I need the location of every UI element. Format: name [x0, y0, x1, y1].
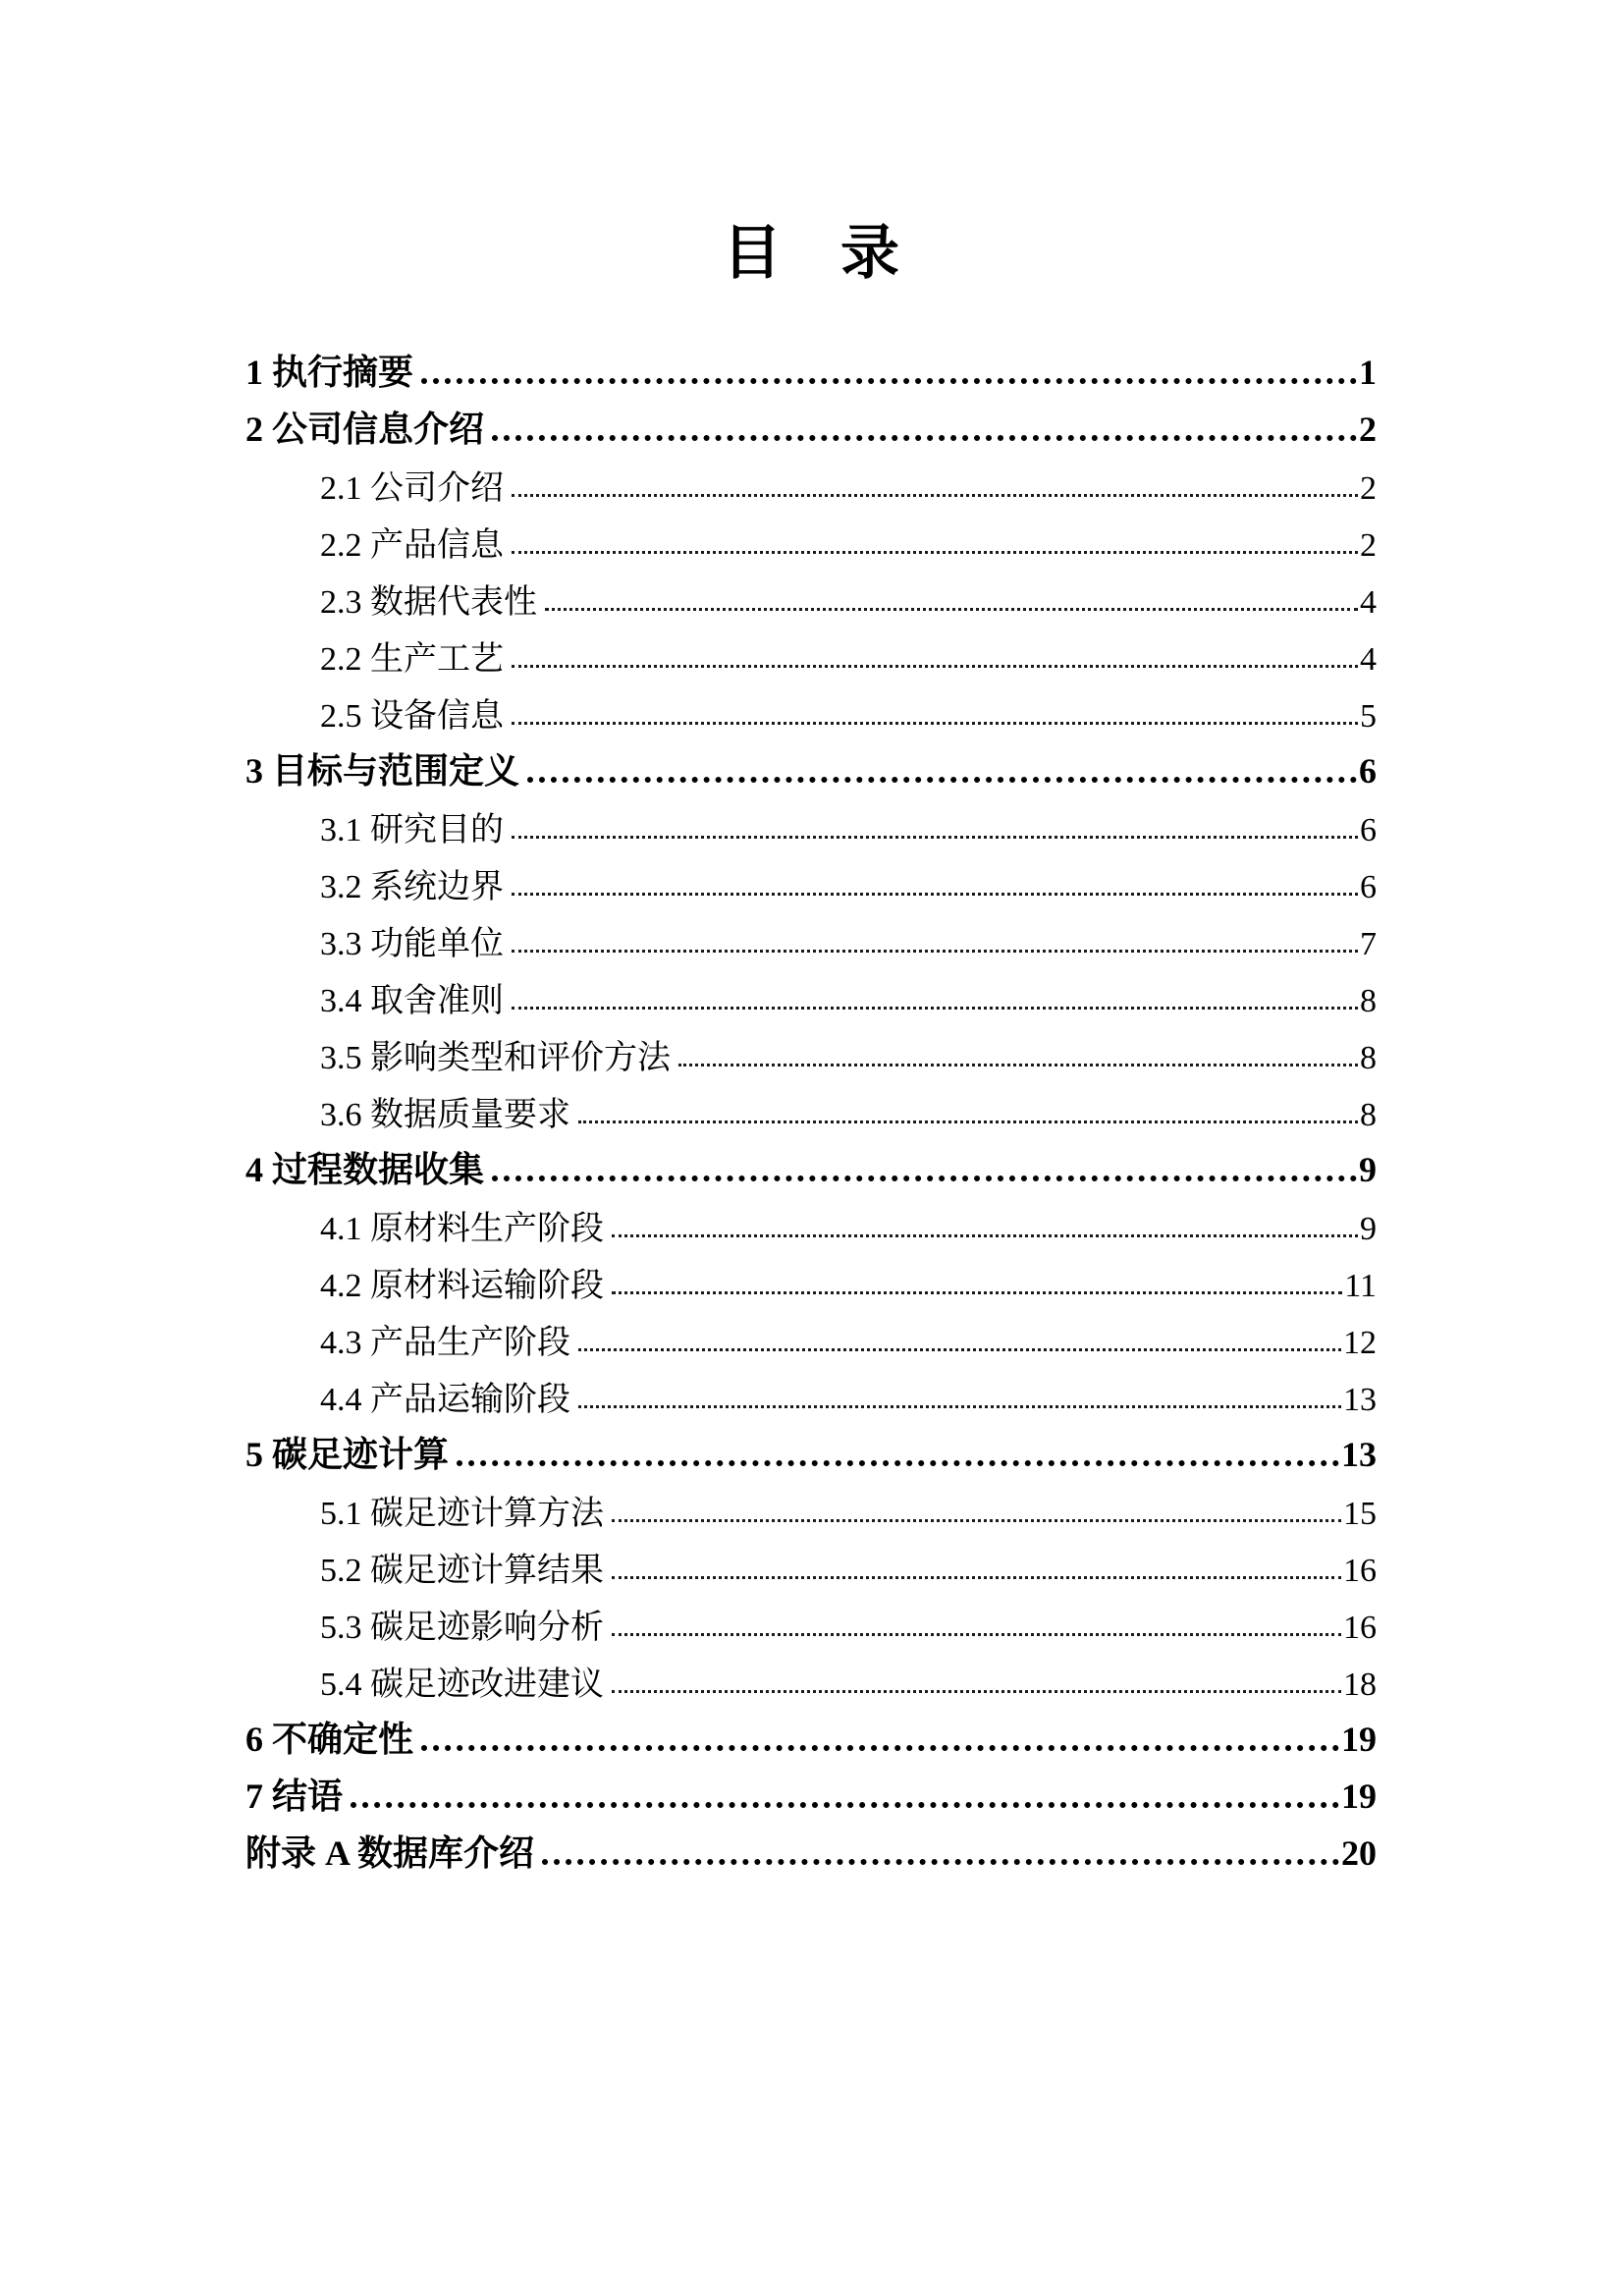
toc-entry-label: 1 执行摘要: [245, 353, 414, 393]
toc-entry: [245, 1304, 1377, 1361]
toc-entry-page: 8: [1360, 1039, 1377, 1076]
toc-entry: [245, 621, 1377, 678]
toc-entry: [245, 1019, 1377, 1076]
toc-content: [245, 218, 1377, 1874]
toc-entry: [245, 450, 1377, 507]
toc-entry-label: 5 碳足迹计算: [245, 1435, 450, 1475]
toc-dot-leader: [527, 777, 1357, 783]
toc-entry-page: 20: [1341, 1833, 1377, 1874]
toc-entry-page: 19: [1341, 1720, 1377, 1760]
toc-entry-page: 2: [1360, 469, 1377, 507]
toc-entry: [245, 1361, 1377, 1418]
toc-dot-leader: [512, 722, 1358, 725]
toc-entry-label: 5.2 碳足迹计算结果: [320, 1552, 604, 1589]
toc-entry-label: 5.1 碳足迹计算方法: [320, 1495, 604, 1532]
toc-entry: [245, 1133, 1377, 1190]
toc-entry: [245, 336, 1377, 393]
toc-entry-page: 4: [1360, 640, 1377, 678]
toc-entry-label: 3.6 数据质量要求: [320, 1096, 570, 1133]
toc-entry-page: 13: [1341, 1435, 1377, 1475]
toc-entry-label: 2.1 公司介绍: [320, 469, 504, 507]
toc-dot-leader: [492, 1175, 1357, 1181]
toc-entry: [245, 1247, 1377, 1304]
toc-dot-leader: [512, 950, 1358, 953]
toc-entry: [245, 507, 1377, 564]
toc-entry-label: 3.1 研究目的: [320, 811, 504, 848]
toc-entry: [245, 393, 1377, 450]
toc-entry: [245, 848, 1377, 905]
toc-dot-leader: [612, 1633, 1341, 1636]
toc-entry: [245, 962, 1377, 1019]
toc-entry-label: 2.2 生产工艺: [320, 640, 504, 678]
toc-entry: [245, 1475, 1377, 1532]
toc-entry-label: 4.1 原材料生产阶段: [320, 1210, 604, 1247]
toc-entry-page: 8: [1360, 1096, 1377, 1133]
toc-entry-page: 15: [1343, 1495, 1377, 1532]
toc-dot-leader: [612, 1576, 1341, 1579]
toc-entry-label: 3.4 取舍准则: [320, 982, 504, 1019]
toc-entry-label: 4.2 原材料运输阶段: [320, 1267, 604, 1304]
toc-dot-leader: [542, 1859, 1339, 1865]
toc-entry-label: 6 不确定性: [245, 1720, 414, 1760]
toc-dot-leader: [351, 1802, 1339, 1808]
toc-entry-page: 2: [1359, 410, 1377, 450]
toc-dot-leader: [678, 1064, 1358, 1066]
toc-entry-label: 3.2 系统边界: [320, 868, 504, 905]
toc-dot-leader: [612, 1291, 1342, 1294]
toc-list: [245, 336, 1377, 1874]
toc-entry-page: 6: [1359, 751, 1377, 792]
toc-entry-label: 2.2 产品信息: [320, 526, 504, 564]
toc-entry-label: 4 过程数据收集: [245, 1150, 485, 1190]
toc-entry-label: 2.3 数据代表性: [320, 583, 537, 621]
toc-entry-page: 13: [1343, 1381, 1377, 1418]
toc-entry-label: 4.3 产品生产阶段: [320, 1324, 570, 1361]
toc-entry-label: 7 结语: [245, 1777, 344, 1817]
toc-entry-page: 6: [1360, 868, 1377, 905]
toc-entry: [245, 1817, 1377, 1874]
toc-entry: [245, 792, 1377, 848]
toc-entry: [245, 1646, 1377, 1703]
toc-entry: [245, 1190, 1377, 1247]
toc-entry-page: 9: [1360, 1210, 1377, 1247]
toc-dot-leader: [512, 836, 1358, 839]
toc-entry-page: 18: [1343, 1666, 1377, 1703]
toc-entry-page: 1: [1359, 353, 1377, 393]
toc-dot-leader: [421, 1745, 1339, 1751]
toc-entry-label: 3 目标与范围定义: [245, 751, 520, 792]
toc-entry-page: 16: [1343, 1609, 1377, 1646]
toc-entry: [245, 564, 1377, 621]
toc-entry-page: 6: [1360, 811, 1377, 848]
toc-dot-leader: [612, 1234, 1358, 1237]
toc-dot-leader: [612, 1519, 1341, 1522]
toc-entry: [245, 735, 1377, 792]
toc-entry-label: 5.3 碳足迹影响分析: [320, 1609, 604, 1646]
toc-entry: [245, 1532, 1377, 1589]
toc-entry: [245, 905, 1377, 962]
toc-entry-label: 4.4 产品运输阶段: [320, 1381, 570, 1418]
toc-dot-leader: [612, 1690, 1341, 1693]
toc-dot-leader: [512, 665, 1358, 668]
toc-entry-page: 8: [1360, 982, 1377, 1019]
toc-entry-page: 12: [1343, 1324, 1377, 1361]
toc-entry-page: 11: [1344, 1267, 1377, 1304]
toc-dot-leader: [421, 378, 1357, 384]
toc-entry-label: 3.5 影响类型和评价方法: [320, 1039, 671, 1076]
toc-entry-page: 7: [1360, 925, 1377, 962]
toc-entry-label: 2.5 设备信息: [320, 697, 504, 735]
toc-title: 目 录: [723, 220, 899, 286]
toc-entry-label: 附录 A 数据库介绍: [245, 1833, 535, 1874]
toc-entry: [245, 1076, 1377, 1133]
toc-entry-page: 2: [1360, 526, 1377, 564]
toc-entry-page: 4: [1360, 583, 1377, 621]
toc-dot-leader: [492, 435, 1357, 441]
toc-entry: [245, 678, 1377, 735]
toc-dot-leader: [578, 1405, 1341, 1408]
toc-dot-leader: [512, 1007, 1358, 1010]
toc-dot-leader: [578, 1348, 1341, 1351]
toc-entry-label: 2 公司信息介绍: [245, 410, 485, 450]
toc-entry: [245, 1703, 1377, 1760]
toc-entry: [245, 1589, 1377, 1646]
toc-entry-page: 16: [1343, 1552, 1377, 1589]
toc-dot-leader: [512, 893, 1358, 896]
toc-entry-label: 5.4 碳足迹改进建议: [320, 1666, 604, 1703]
toc-entry: [245, 1418, 1377, 1475]
toc-dot-leader: [512, 551, 1358, 554]
toc-dot-leader: [512, 494, 1358, 497]
toc-entry-label: 3.3 功能单位: [320, 925, 504, 962]
toc-entry-page: 5: [1360, 697, 1377, 735]
toc-dot-leader: [457, 1460, 1339, 1466]
toc-entry-page: 19: [1341, 1777, 1377, 1817]
toc-dot-leader: [578, 1121, 1358, 1123]
toc-entry: [245, 1760, 1377, 1817]
toc-entry-page: 9: [1359, 1150, 1377, 1190]
toc-dot-leader: [545, 608, 1358, 611]
